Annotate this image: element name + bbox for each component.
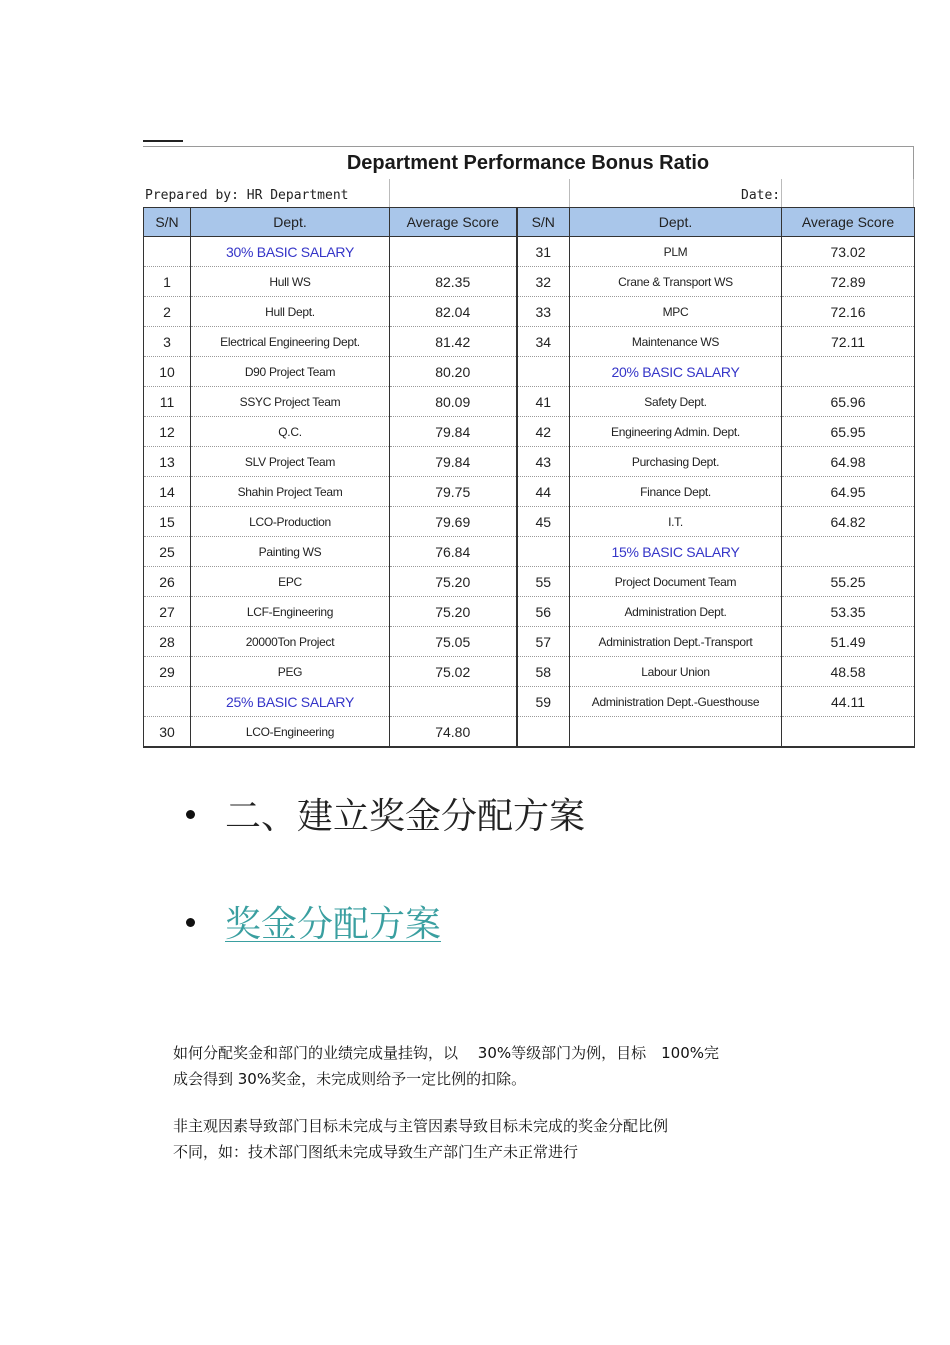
score-cell — [390, 687, 517, 717]
dept-cell: Purchasing Dept. — [570, 447, 782, 477]
score-cell: 80.09 — [390, 387, 517, 417]
dept-cell: MPC — [570, 297, 782, 327]
dept-cell: LCF-Engineering — [191, 597, 390, 627]
dept-cell: Electrical Engineering Dept. — [191, 327, 390, 357]
table-row — [144, 717, 915, 748]
score-cell — [782, 357, 915, 387]
score-cell: 65.96 — [782, 387, 915, 417]
column-header: Average Score — [390, 208, 517, 237]
sn-cell: 1 — [144, 267, 191, 297]
bonus-plan-link[interactable]: 奖金分配方案 — [225, 904, 442, 945]
score-cell: 79.69 — [390, 507, 517, 537]
table-row — [144, 417, 915, 447]
dept-cell: SLV Project Team — [191, 447, 390, 477]
dept-cell: I.T. — [570, 507, 782, 537]
score-cell: 80.20 — [390, 357, 517, 387]
paragraph-line: 如何分配奖金和部门的业绩完成量挂钩，以 30%等级部门为例，目标 100%完 — [173, 1044, 719, 1062]
sn-cell: 10 — [144, 357, 191, 387]
heading-text: 二、建立奖金分配方案 — [225, 796, 586, 837]
table-row — [144, 687, 915, 717]
dept-cell: Hull Dept. — [191, 297, 390, 327]
dept-cell: Administration Dept. — [570, 597, 782, 627]
meta-divider — [781, 179, 782, 207]
paragraph-2 — [173, 1113, 833, 1165]
sn-cell: 59 — [517, 687, 570, 717]
score-cell: 53.35 — [782, 597, 915, 627]
bullet-dot — [186, 918, 195, 927]
score-cell: 64.98 — [782, 447, 915, 477]
dept-cell: Administration Dept.-Transport — [570, 627, 782, 657]
sn-cell: 13 — [144, 447, 191, 477]
sheet-meta-row — [143, 179, 914, 207]
score-cell — [782, 537, 915, 567]
sheet-corner-mark — [143, 140, 183, 145]
sn-cell: 42 — [517, 417, 570, 447]
sn-cell: 32 — [517, 267, 570, 297]
dept-cell — [570, 717, 782, 748]
dept-cell: Project Document Team — [570, 567, 782, 597]
table-row — [144, 537, 915, 567]
score-cell: 75.20 — [390, 567, 517, 597]
sn-cell: 58 — [517, 657, 570, 687]
dept-cell: Labour Union — [570, 657, 782, 687]
bullet-dot — [186, 810, 195, 819]
score-cell: 64.95 — [782, 477, 915, 507]
score-cell: 72.16 — [782, 297, 915, 327]
score-cell: 74.80 — [390, 717, 517, 748]
sn-cell: 57 — [517, 627, 570, 657]
table-row — [144, 477, 915, 507]
sn-cell: 41 — [517, 387, 570, 417]
salary-band-label: 30% BASIC SALARY — [191, 237, 390, 267]
sn-cell: 45 — [517, 507, 570, 537]
dept-cell: D90 Project Team — [191, 357, 390, 387]
sn-cell — [144, 237, 191, 267]
column-header: S/N — [144, 208, 191, 237]
salary-band-label: 20% BASIC SALARY — [570, 357, 782, 387]
sn-cell: 27 — [144, 597, 191, 627]
sn-cell: 25 — [144, 537, 191, 567]
score-cell: 64.82 — [782, 507, 915, 537]
sn-cell: 56 — [517, 597, 570, 627]
score-cell — [390, 237, 517, 267]
dept-cell: Painting WS — [191, 537, 390, 567]
sheet-title: Department Performance Bonus Ratio — [143, 146, 914, 179]
dept-cell: Engineering Admin. Dept. — [570, 417, 782, 447]
score-cell: 82.35 — [390, 267, 517, 297]
prepared-by-label: Prepared by: HR Department — [145, 188, 349, 203]
score-cell: 75.02 — [390, 657, 517, 687]
dept-cell: Q.C. — [191, 417, 390, 447]
dept-cell: Hull WS — [191, 267, 390, 297]
sn-cell: 55 — [517, 567, 570, 597]
table-row — [144, 327, 915, 357]
score-cell: 72.11 — [782, 327, 915, 357]
score-cell: 82.04 — [390, 297, 517, 327]
date-label: Date: — [741, 188, 781, 203]
score-cell: 76.84 — [390, 537, 517, 567]
sn-cell: 26 — [144, 567, 191, 597]
paragraph-line: 成会得到 30%奖金，未完成则给予一定比例的扣除。 — [173, 1070, 527, 1088]
sn-cell — [517, 537, 570, 567]
score-cell: 75.05 — [390, 627, 517, 657]
score-cell: 44.11 — [782, 687, 915, 717]
sn-cell: 12 — [144, 417, 191, 447]
column-header: Average Score — [782, 208, 915, 237]
paragraph-1 — [173, 1040, 833, 1092]
table-header-row — [144, 208, 915, 237]
paragraph-line: 不同，如：技术部门图纸未完成导致生产部门生产未正常进行 — [173, 1143, 579, 1161]
dept-cell: Maintenance WS — [570, 327, 782, 357]
score-cell: 51.49 — [782, 627, 915, 657]
sn-cell: 34 — [517, 327, 570, 357]
paragraph-line: 非主观因素导致部门目标未完成与主管因素导致目标未完成的奖金分配比例 — [173, 1117, 669, 1135]
sn-cell: 44 — [517, 477, 570, 507]
sn-cell: 14 — [144, 477, 191, 507]
meta-divider — [389, 179, 390, 207]
score-cell: 73.02 — [782, 237, 915, 267]
meta-divider — [569, 179, 570, 207]
sn-cell — [144, 687, 191, 717]
dept-cell: Crane & Transport WS — [570, 267, 782, 297]
dept-cell: 20000Ton Project — [191, 627, 390, 657]
dept-cell: LCO-Engineering — [191, 717, 390, 748]
table-row — [144, 267, 915, 297]
score-cell: 55.25 — [782, 567, 915, 597]
table-row — [144, 597, 915, 627]
sn-cell — [517, 717, 570, 748]
table-row — [144, 657, 915, 687]
table-row — [144, 237, 915, 267]
dept-cell: Finance Dept. — [570, 477, 782, 507]
bonus-table — [143, 207, 915, 748]
dept-cell: PEG — [191, 657, 390, 687]
sn-cell: 31 — [517, 237, 570, 267]
dept-cell: Shahin Project Team — [191, 477, 390, 507]
bullet-link-item[interactable] — [186, 896, 441, 947]
sn-cell: 43 — [517, 447, 570, 477]
sn-cell: 3 — [144, 327, 191, 357]
dept-cell: EPC — [191, 567, 390, 597]
dept-cell: Administration Dept.-Guesthouse — [570, 687, 782, 717]
table-row — [144, 357, 915, 387]
sn-cell: 33 — [517, 297, 570, 327]
sn-cell: 2 — [144, 297, 191, 327]
score-cell: 79.84 — [390, 417, 517, 447]
score-cell: 79.75 — [390, 477, 517, 507]
table-row — [144, 447, 915, 477]
score-cell: 65.95 — [782, 417, 915, 447]
score-cell: 75.20 — [390, 597, 517, 627]
sn-cell — [517, 357, 570, 387]
table-row — [144, 567, 915, 597]
dept-cell: SSYC Project Team — [191, 387, 390, 417]
sn-cell: 29 — [144, 657, 191, 687]
dept-cell: PLM — [570, 237, 782, 267]
column-header: Dept. — [191, 208, 390, 237]
dept-cell: LCO-Production — [191, 507, 390, 537]
score-cell: 72.89 — [782, 267, 915, 297]
meta-divider — [913, 179, 914, 207]
table-row — [144, 507, 915, 537]
table-row — [144, 297, 915, 327]
salary-band-label: 15% BASIC SALARY — [570, 537, 782, 567]
sn-cell: 11 — [144, 387, 191, 417]
score-cell: 48.58 — [782, 657, 915, 687]
table-row — [144, 387, 915, 417]
table-row — [144, 627, 915, 657]
sn-cell: 28 — [144, 627, 191, 657]
column-header: Dept. — [570, 208, 782, 237]
bullet-heading — [186, 788, 585, 839]
score-cell — [782, 717, 915, 748]
score-cell: 81.42 — [390, 327, 517, 357]
sn-cell: 30 — [144, 717, 191, 748]
salary-band-label: 25% BASIC SALARY — [191, 687, 390, 717]
bonus-ratio-sheet — [143, 146, 914, 748]
sn-cell: 15 — [144, 507, 191, 537]
score-cell: 79.84 — [390, 447, 517, 477]
column-header: S/N — [517, 208, 570, 237]
dept-cell: Safety Dept. — [570, 387, 782, 417]
